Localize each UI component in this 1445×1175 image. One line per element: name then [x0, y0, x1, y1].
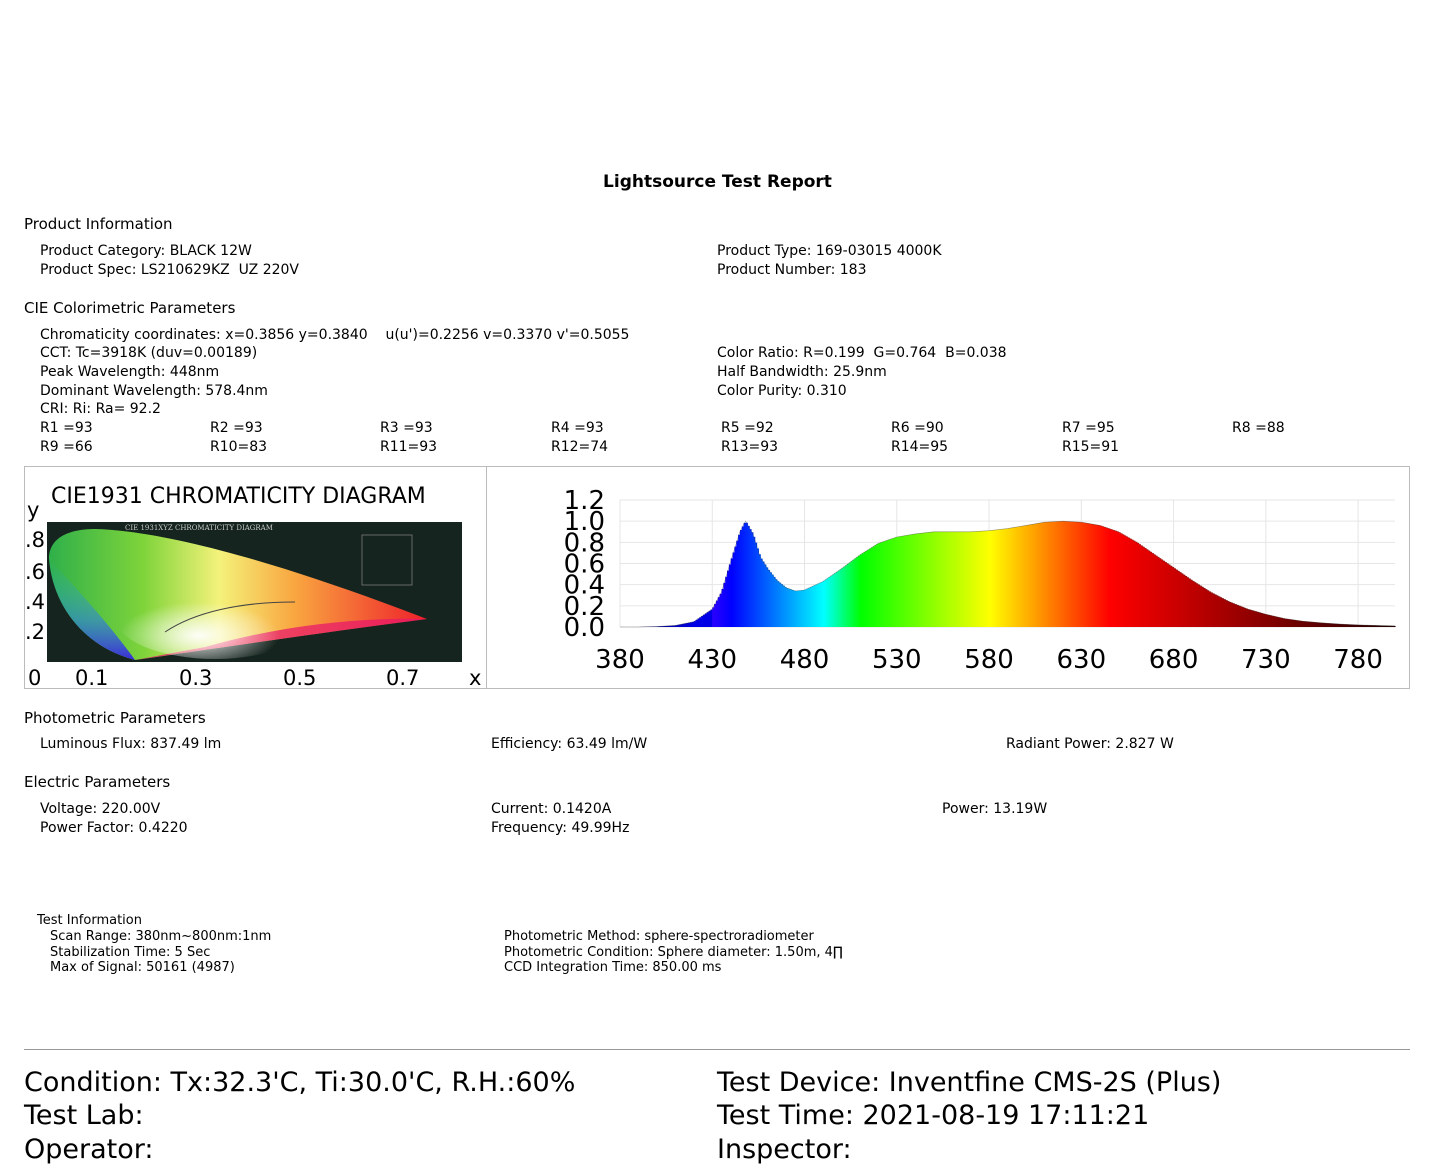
- spectrum-chart: [487, 467, 1409, 688]
- luminous-flux: Luminous Flux: 837.49 lm: [40, 736, 222, 752]
- electric-heading: Electric Parameters: [24, 773, 171, 791]
- spectrum-x-tick: 630: [1056, 645, 1107, 675]
- footer-test-time: Test Time: 2021-08-19 17:11:21: [717, 1100, 1150, 1131]
- spectrum-y-tick: 0.0: [563, 613, 605, 643]
- spectrum-y-tick: 1.2: [563, 486, 605, 516]
- product-spec: Product Spec: LS210629KZ UZ 220V: [40, 262, 299, 278]
- footer-inspector: Inspector:: [717, 1134, 852, 1165]
- footer-test-device: Test Device: Inventfine CMS-2S (Plus): [717, 1067, 1222, 1098]
- spectrum-x-tick: 480: [779, 645, 830, 675]
- cie-x-tick: 0.7: [386, 666, 420, 688]
- cie-x-tick: 0: [28, 666, 42, 688]
- footer-divider: [24, 1049, 1410, 1050]
- cct-value: CCT: Tc=3918K (duv=0.00189): [40, 345, 258, 361]
- diagram-inner-title: CIE 1931XYZ CHROMATICITY DIAGRAM: [125, 524, 273, 532]
- spectrum-y-tick: 0.2: [563, 591, 605, 622]
- current: Current: 0.1420A: [491, 801, 612, 817]
- color-purity: Color Purity: 0.310: [717, 383, 847, 399]
- r-value: R3 =93: [380, 420, 433, 436]
- cie-y-tick: .6: [25, 560, 46, 584]
- voltage: Voltage: 220.00V: [40, 801, 161, 817]
- power-factor: Power Factor: 0.4220: [40, 820, 188, 836]
- cie-x-tick: 0.3: [179, 666, 213, 688]
- max-signal: Max of Signal: 50161 (4987): [50, 960, 235, 975]
- cie-y-tick: .4: [25, 590, 46, 614]
- footer-operator: Operator:: [24, 1134, 154, 1165]
- cri-value: CRI: Ri: Ra= 92.2: [40, 401, 161, 417]
- spectrum-y-tick: 0.4: [563, 570, 605, 601]
- half-bandwidth: Half Bandwidth: 25.9nm: [717, 364, 887, 380]
- efficiency: Efficiency: 63.49 lm/W: [491, 736, 648, 752]
- power: Power: 13.19W: [942, 801, 1048, 817]
- photometric-heading: Photometric Parameters: [24, 709, 206, 727]
- peak-wavelength: Peak Wavelength: 448nm: [40, 364, 220, 380]
- r-value: R4 =93: [551, 420, 604, 436]
- cie-y-axis-label: y: [27, 498, 40, 522]
- radiant-power: Radiant Power: 2.827 W: [1006, 736, 1174, 752]
- white-point-region: [115, 575, 315, 659]
- r-value: R12=74: [551, 439, 609, 455]
- r-value: R7 =95: [1062, 420, 1115, 436]
- r-value: R11=93: [380, 439, 438, 455]
- frequency: Frequency: 49.99Hz: [491, 820, 630, 836]
- charts-panel: [24, 466, 1410, 689]
- cie-x-axis-label: x: [469, 666, 482, 688]
- cie-diagram-title: CIE1931 CHROMATICITY DIAGRAM: [51, 484, 426, 509]
- spectrum-x-tick: 430: [687, 645, 738, 675]
- r-value: R14=95: [891, 439, 949, 455]
- r-value: R6 =90: [891, 420, 944, 436]
- stabilization-time: Stabilization Time: 5 Sec: [50, 945, 211, 960]
- r-value: R13=93: [721, 439, 779, 455]
- photometric-condition: Photometric Condition: Sphere diameter: 1.50m, 4∏: [504, 945, 843, 960]
- cie-y-tick: .8: [25, 528, 46, 552]
- spectrum-y-tick: 0.6: [563, 549, 605, 580]
- photometric-method: Photometric Method: sphere-spectroradiometer: [504, 929, 814, 944]
- spectrum-y-tick: 1.0: [563, 507, 605, 538]
- spectrum-x-tick: 780: [1333, 645, 1383, 675]
- color-ratio: Color Ratio: R=0.199 G=0.764 B=0.038: [717, 345, 1007, 361]
- ccd-integration-time: CCD Integration Time: 850.00 ms: [504, 960, 722, 975]
- r-value: R15=91: [1062, 439, 1120, 455]
- cie-diagram: [25, 467, 486, 688]
- r-value: R8 =88: [1232, 420, 1285, 436]
- product-number: Product Number: 183: [717, 262, 867, 278]
- r-value: R2 =93: [210, 420, 263, 436]
- spectrum-y-tick: 0.8: [563, 528, 605, 559]
- r-value: R9 =66: [40, 439, 93, 455]
- spectrum-x-tick: 580: [964, 645, 1014, 675]
- spectrum-x-tick: 530: [871, 645, 922, 675]
- product-type: Product Type: 169-03015 4000K: [717, 243, 942, 259]
- scan-range: Scan Range: 380nm~800nm:1nm: [50, 929, 272, 944]
- cie-y-tick: .2: [25, 620, 46, 644]
- r-value: R1 =93: [40, 420, 93, 436]
- cie-heading: CIE Colorimetric Parameters: [24, 299, 236, 317]
- r-value: R10=83: [210, 439, 268, 455]
- dominant-wavelength: Dominant Wavelength: 578.4nm: [40, 383, 268, 399]
- footer-condition: Condition: Tx:32.3'C, Ti:30.0'C, R.H.:60%: [24, 1067, 576, 1098]
- spectrum-x-tick: 680: [1148, 645, 1199, 675]
- cie-x-tick: 0.1: [75, 666, 109, 688]
- chromaticity-coordinates: Chromaticity coordinates: x=0.3856 y=0.3840 u(u')=0.2256 v=0.3370 v'=0.5055: [40, 327, 630, 343]
- footer-test-lab: Test Lab:: [24, 1100, 144, 1131]
- spectrum-x-tick: 730: [1241, 645, 1291, 675]
- cie-x-tick: 0.5: [283, 666, 317, 688]
- r-value: R5 =92: [721, 420, 774, 436]
- test-info-heading: Test Information: [37, 913, 142, 928]
- report-title: Lightsource Test Report: [603, 172, 832, 192]
- spectrum-x-tick: 380: [595, 645, 645, 675]
- product-heading: Product Information: [24, 215, 173, 233]
- product-category: Product Category: BLACK 12W: [40, 243, 252, 259]
